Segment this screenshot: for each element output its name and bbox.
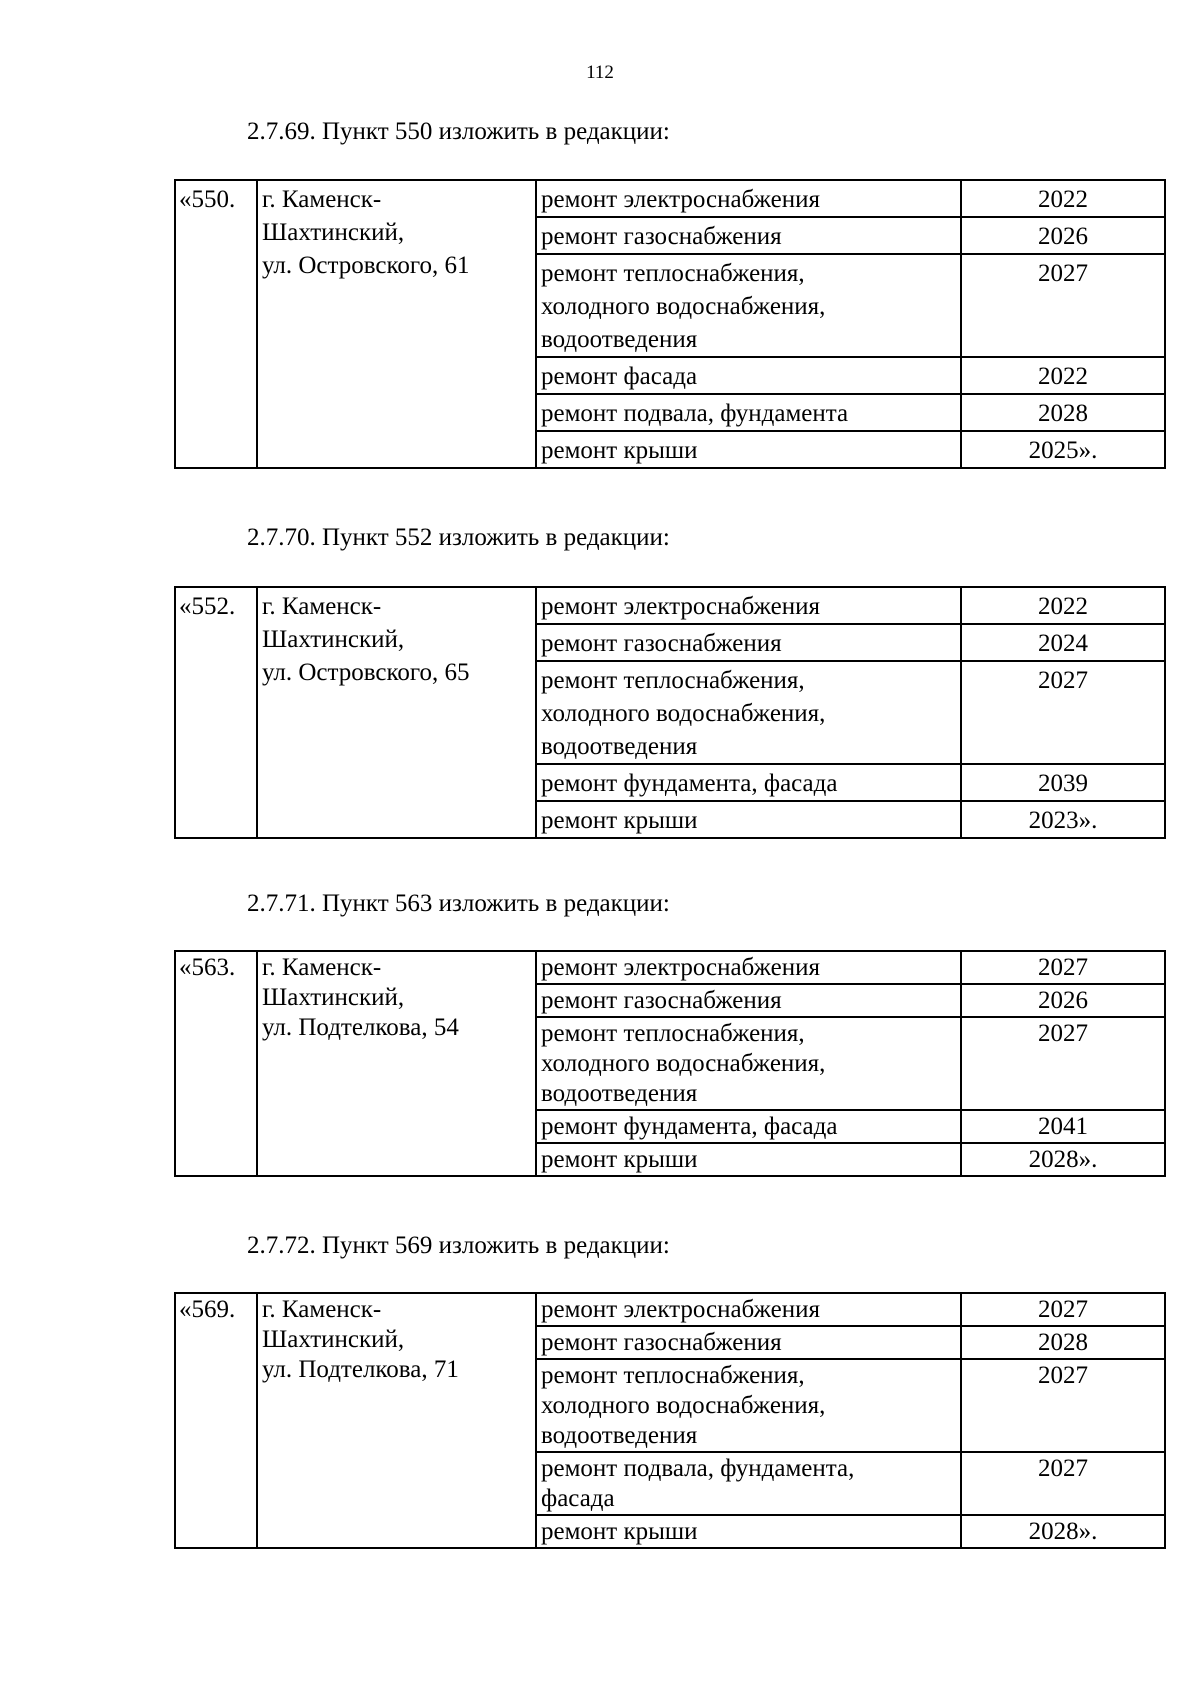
address-line: ул. Островского, 65 bbox=[262, 659, 470, 686]
work-year: 2027 bbox=[961, 1359, 1165, 1452]
address-line: г. Каменск- bbox=[262, 186, 382, 213]
item-number: «552. bbox=[175, 587, 257, 838]
work-type: ремонт крыши bbox=[536, 431, 961, 468]
amendment-table bbox=[174, 1292, 1166, 1549]
section-heading: 2.7.72. Пункт 569 изложить в редакции: bbox=[247, 1232, 670, 1259]
work-year: 2026 bbox=[961, 217, 1165, 254]
section-heading: 2.7.71. Пункт 563 изложить в редакции: bbox=[247, 890, 670, 917]
address-line: г. Каменск- bbox=[262, 954, 382, 981]
work-year: 2028». bbox=[961, 1143, 1165, 1176]
work-year: 2025». bbox=[961, 431, 1165, 468]
work-year: 2027 bbox=[961, 1452, 1165, 1515]
section-heading: 2.7.70. Пункт 552 изложить в редакции: bbox=[247, 524, 670, 551]
work-year: 2026 bbox=[961, 984, 1165, 1017]
amendment-table bbox=[174, 179, 1166, 469]
address-line: г. Каменск- bbox=[262, 593, 382, 620]
item-number: «569. bbox=[175, 1293, 257, 1548]
work-year: 2027 bbox=[961, 951, 1165, 984]
page-number: 112 bbox=[586, 62, 614, 83]
address-line: г. Каменск- bbox=[262, 1296, 382, 1323]
work-type: ремонт подвала, фундамента, фасада bbox=[536, 1452, 961, 1515]
address-line: Шахтинский, bbox=[262, 984, 405, 1011]
work-year: 2028». bbox=[961, 1515, 1165, 1548]
address-cell bbox=[257, 180, 536, 468]
work-type: ремонт электроснабжения bbox=[536, 951, 961, 984]
address-cell bbox=[257, 587, 536, 838]
address-line: ул. Островского, 61 bbox=[262, 252, 470, 279]
work-type: ремонт газоснабжения bbox=[536, 217, 961, 254]
work-type: ремонт крыши bbox=[536, 801, 961, 838]
work-year: 2022 bbox=[961, 357, 1165, 394]
work-type: ремонт фундамента, фасада bbox=[536, 1110, 961, 1143]
address-cell bbox=[257, 1293, 536, 1548]
work-year: 2027 bbox=[961, 254, 1165, 357]
work-year: 2023». bbox=[961, 801, 1165, 838]
section-heading: 2.7.69. Пункт 550 изложить в редакции: bbox=[247, 118, 670, 145]
address-line: Шахтинский, bbox=[262, 1326, 405, 1353]
work-type: ремонт крыши bbox=[536, 1143, 961, 1176]
work-year: 2028 bbox=[961, 1326, 1165, 1359]
amendment-table bbox=[174, 586, 1166, 839]
work-type: ремонт электроснабжения bbox=[536, 1293, 961, 1326]
address-line: ул. Подтелкова, 71 bbox=[262, 1356, 459, 1383]
work-type: ремонт электроснабжения bbox=[536, 180, 961, 217]
work-year: 2028 bbox=[961, 394, 1165, 431]
work-year: 2041 bbox=[961, 1110, 1165, 1143]
work-type: ремонт подвала, фундамента bbox=[536, 394, 961, 431]
work-year: 2039 bbox=[961, 764, 1165, 801]
address-cell bbox=[257, 951, 536, 1176]
work-type: ремонт теплоснабжения, холодного водоснабжения, водоотведения bbox=[536, 1017, 961, 1110]
work-type: ремонт газоснабжения bbox=[536, 624, 961, 661]
address-line: Шахтинский, bbox=[262, 219, 405, 246]
work-type: ремонт теплоснабжения, холодного водоснабжения, водоотведения bbox=[536, 661, 961, 764]
work-type: ремонт теплоснабжения, холодного водоснабжения, водоотведения bbox=[536, 1359, 961, 1452]
work-type: ремонт фундамента, фасада bbox=[536, 764, 961, 801]
address-line: Шахтинский, bbox=[262, 626, 405, 653]
item-number: «563. bbox=[175, 951, 257, 1176]
work-type: ремонт крыши bbox=[536, 1515, 961, 1548]
work-year: 2027 bbox=[961, 1293, 1165, 1326]
work-type: ремонт фасада bbox=[536, 357, 961, 394]
amendment-table bbox=[174, 950, 1166, 1177]
work-year: 2022 bbox=[961, 587, 1165, 624]
work-type: ремонт газоснабжения bbox=[536, 1326, 961, 1359]
work-year: 2022 bbox=[961, 180, 1165, 217]
work-type: ремонт теплоснабжения, холодного водоснабжения, водоотведения bbox=[536, 254, 961, 357]
address-line: ул. Подтелкова, 54 bbox=[262, 1014, 459, 1041]
work-year: 2027 bbox=[961, 661, 1165, 764]
item-number: «550. bbox=[175, 180, 257, 468]
work-year: 2024 bbox=[961, 624, 1165, 661]
work-year: 2027 bbox=[961, 1017, 1165, 1110]
work-type: ремонт газоснабжения bbox=[536, 984, 961, 1017]
work-type: ремонт электроснабжения bbox=[536, 587, 961, 624]
